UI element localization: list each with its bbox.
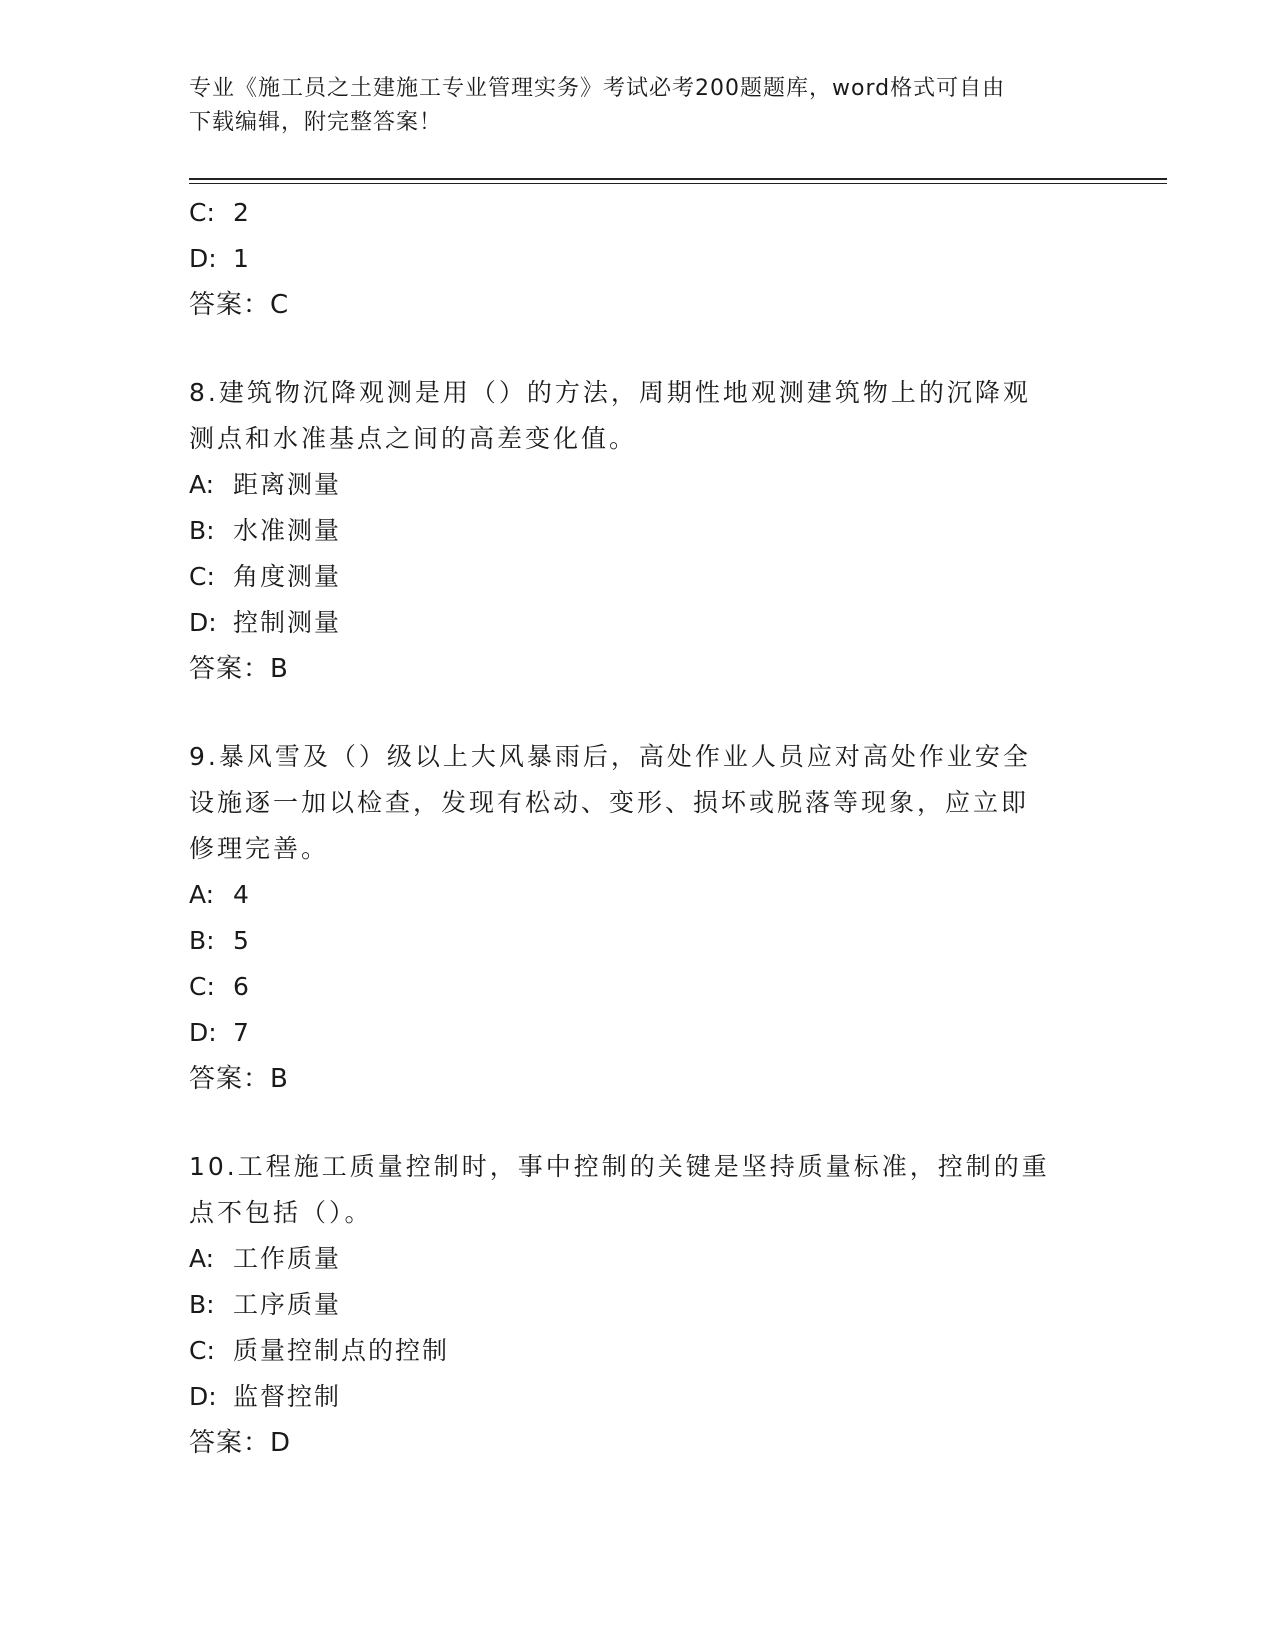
option-a xyxy=(189,872,1089,918)
option-text: 质量控制点的控制 xyxy=(233,1336,450,1365)
option-key: A: xyxy=(189,880,215,909)
question-stem-line: 10.工程施工质量控制时，事中控制的关键是坚持质量标准，控制的重 xyxy=(189,1152,1050,1181)
option-text: 距离测量 xyxy=(233,470,342,499)
question-list xyxy=(189,190,1089,1466)
header-line-2: 下载编辑，附完整答案！ xyxy=(189,110,443,135)
answer-line: 答案：B xyxy=(189,1064,289,1094)
option-b xyxy=(189,508,1089,554)
option-c xyxy=(189,1328,1089,1374)
question-stem-line: 9.暴风雪及（）级以上大风暴雨后，高处作业人员应对高处作业安全 xyxy=(189,742,1031,771)
question-stem-line: 点不包括（）。 xyxy=(189,1198,373,1227)
option-text: 工序质量 xyxy=(233,1290,342,1319)
option-key: C: xyxy=(189,972,215,1001)
question-stem-line: 修理完善。 xyxy=(189,834,330,863)
option-key: B: xyxy=(189,926,215,955)
carryover-block xyxy=(189,190,1089,328)
header-divider-thick xyxy=(189,178,1167,180)
option-key: C: xyxy=(189,562,215,591)
question-8 xyxy=(189,370,1089,692)
answer-line: 答案：D xyxy=(189,1428,292,1458)
option-key: D: xyxy=(189,608,217,637)
option-text: 2 xyxy=(233,198,251,227)
option-key: C: xyxy=(189,198,215,227)
option-d xyxy=(189,600,1089,646)
option-c xyxy=(189,554,1089,600)
option-a xyxy=(189,1236,1089,1282)
option-key: D: xyxy=(189,1382,217,1411)
option-text: 角度测量 xyxy=(233,562,342,591)
option-d xyxy=(189,236,1089,282)
question-stem-line: 8.建筑物沉降观测是用（）的方法，周期性地观测建筑物上的沉降观 xyxy=(189,378,1031,407)
header-divider-thin xyxy=(189,183,1167,184)
option-text: 控制测量 xyxy=(233,608,342,637)
option-text: 水准测量 xyxy=(233,516,342,545)
option-c xyxy=(189,190,1089,236)
option-text: 工作质量 xyxy=(233,1244,342,1273)
option-c xyxy=(189,964,1089,1010)
option-b xyxy=(189,918,1089,964)
question-9 xyxy=(189,734,1089,1102)
header-line-1: 专业《施工员之土建施工专业管理实务》考试必考200题题库，word格式可自由 xyxy=(189,76,1006,101)
option-d xyxy=(189,1374,1089,1420)
option-key: A: xyxy=(189,470,215,499)
option-key: B: xyxy=(189,516,215,545)
spacer xyxy=(189,328,1089,370)
option-key: C: xyxy=(189,1336,215,1365)
option-text: 7 xyxy=(233,1018,251,1047)
option-a xyxy=(189,462,1089,508)
spacer xyxy=(189,1102,1089,1144)
option-text: 4 xyxy=(233,880,251,909)
question-stem-line: 测点和水准基点之间的高差变化值。 xyxy=(189,424,638,453)
option-text: 1 xyxy=(233,244,251,273)
option-text: 6 xyxy=(233,972,251,1001)
answer-line: 答案：C xyxy=(189,290,290,320)
question-stem-line: 设施逐一加以检查，发现有松动、变形、损坏或脱落等现象，应立即 xyxy=(189,788,1030,817)
page-header xyxy=(189,72,1089,140)
answer-line: 答案：B xyxy=(189,654,289,684)
option-text: 5 xyxy=(233,926,251,955)
option-text: 监督控制 xyxy=(233,1382,342,1411)
option-b xyxy=(189,1282,1089,1328)
option-key: D: xyxy=(189,1018,217,1047)
option-key: B: xyxy=(189,1290,215,1319)
option-key: A: xyxy=(189,1244,215,1273)
question-10 xyxy=(189,1144,1089,1466)
option-key: D: xyxy=(189,244,217,273)
option-d xyxy=(189,1010,1089,1056)
spacer xyxy=(189,692,1089,734)
